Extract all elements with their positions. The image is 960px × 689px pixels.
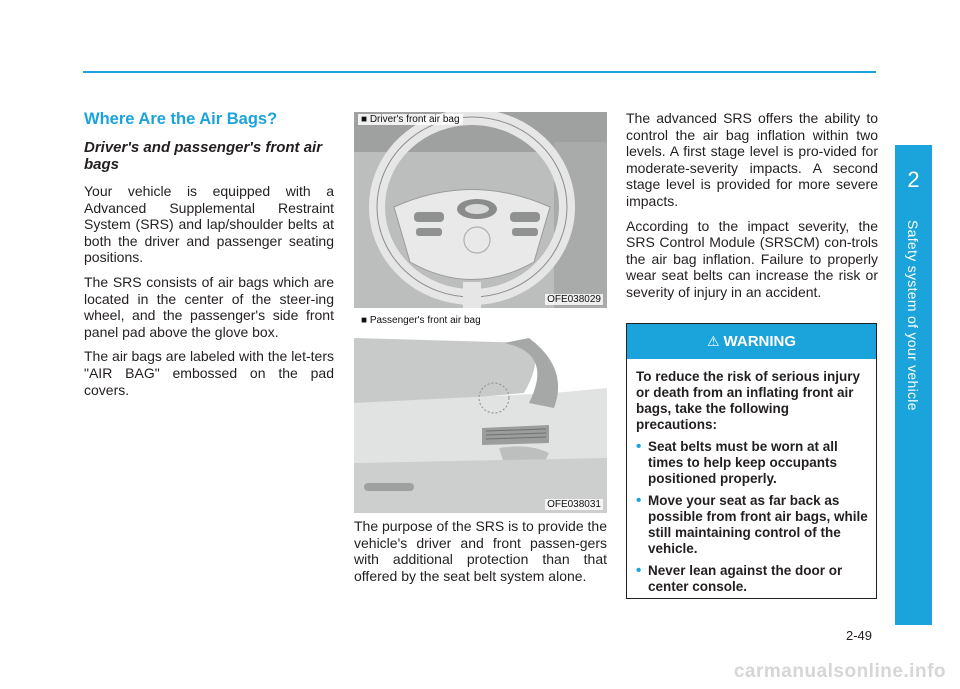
paragraph: Your vehicle is equipped with a Advanced Supplemental Restraint System (SRS) and lap/shoulder belts at both the driver and passenger seating positions.	[84, 183, 334, 266]
warning-bullet: • Seat belts must be worn at all times to help keep occupants positioned properly.	[636, 439, 868, 487]
steering-wheel-illustration	[354, 112, 607, 308]
figure-label: ■ Passenger's front air bag	[358, 315, 484, 326]
warning-body	[627, 359, 876, 595]
warning-bullet: • Move your seat as far back as possible from front air bags, while still maintaining control of the vehicle.	[636, 493, 868, 557]
column-1	[84, 110, 334, 406]
section-title: Where Are the Air Bags?	[84, 110, 278, 128]
figure-code: OFE038029	[547, 294, 601, 305]
watermark: carmanualsonline.info	[733, 661, 946, 682]
subsection-title: Driver's and passenger's front air bags	[84, 139, 323, 173]
page-number: 2-49	[845, 628, 872, 643]
header-rule	[83, 71, 876, 73]
figure-code: OFE038031	[547, 499, 601, 510]
warning-triangle-icon: ⚠	[706, 333, 720, 349]
warning-list	[636, 439, 868, 595]
figure-label: ■ Driver's front air bag	[358, 114, 463, 125]
warning-bullet: • Never lean against the door or center console.	[636, 563, 868, 595]
warning-title: WARNING	[723, 333, 797, 350]
column-2-text	[354, 518, 607, 592]
paragraph: The air bags are labeled with the let-ters "AIR BAG" embossed on the pad covers.	[84, 348, 334, 398]
figure-passenger-airbag	[354, 313, 607, 513]
chapter-tab	[895, 145, 932, 625]
paragraph: According to the impact severity, the SRS Control Module (SRSCM) con-trols the air bag inflation. Failure to properly wear seat belts can increase the risk or severity of injury in an accident.	[626, 217, 878, 300]
column-3	[626, 110, 878, 309]
chapter-title: Safety system of your vehicle	[905, 220, 921, 411]
chapter-number: 2	[907, 167, 920, 192]
warning-header	[627, 324, 876, 359]
paragraph: The SRS consists of air bags which are located in the center of the steer-ing wheel, and the passenger's side front panel pad above the glove box.	[84, 273, 334, 340]
dashboard-illustration	[354, 313, 607, 513]
paragraph: The advanced SRS offers the ability to control the air bag inflation within two levels. A first stage level is pro-vided for moderate-severity impacts. A second stage level is provided for more severe impacts.	[626, 110, 878, 209]
paragraph: The purpose of the SRS is to provide the vehicle's driver and front passen-gers with additional protection than that offered by the seat belt system alone.	[354, 518, 607, 584]
figure-driver-airbag	[354, 112, 607, 308]
warning-intro: To reduce the risk of serious injury or death from an inflating front air bags, take the following precautions:	[636, 369, 861, 432]
warning-box	[626, 323, 877, 599]
